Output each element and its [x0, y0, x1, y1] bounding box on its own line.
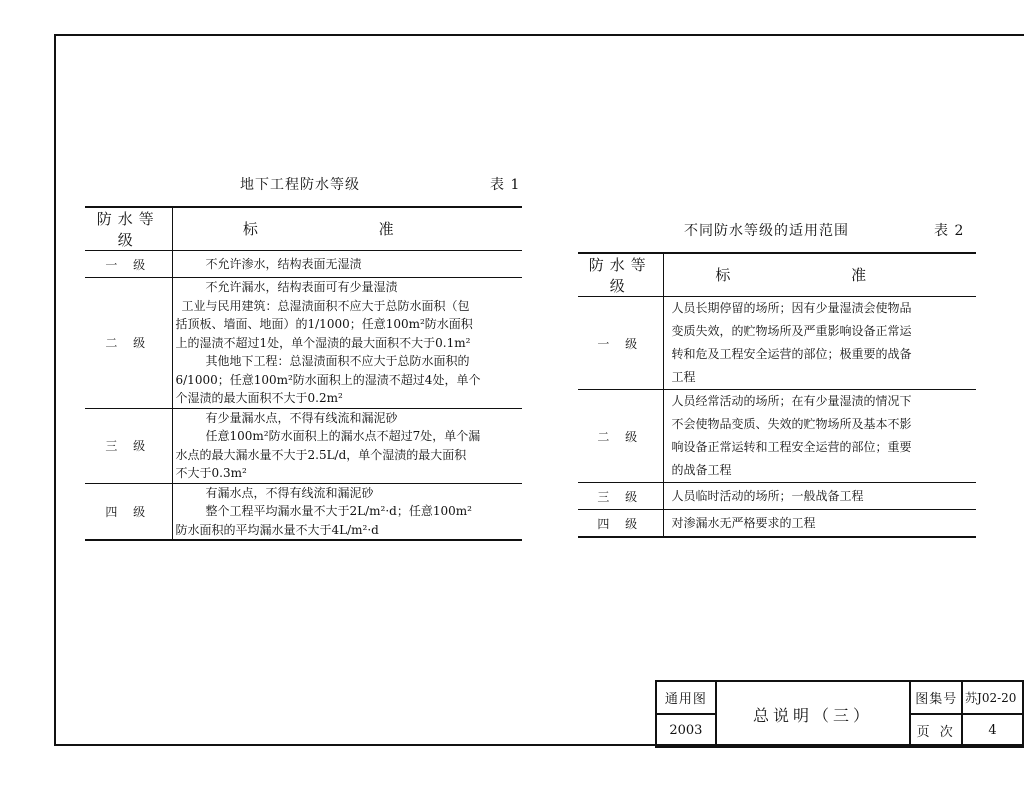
table1 [85, 206, 522, 541]
table2-row [578, 483, 976, 510]
table1-standard: 不允许渗水，结构表面无湿渍 [172, 251, 522, 278]
atlas-number-label: 图集号 [910, 681, 962, 714]
table2-standard: 人员长期停留的场所；因有少量湿渍会使物品 变质失效，的贮物场所及严重影响设备正常运 转和危及工程安全运营的部位；极重要的战备 工程 [663, 297, 976, 390]
table2-title: 不同防水等级的适用范围 [684, 223, 849, 239]
table1-row [85, 483, 522, 540]
table1-row [85, 251, 522, 278]
table1-row [85, 408, 522, 483]
table1-grade: 四 级 [85, 483, 172, 540]
table1-header-grade: 防水等级 [85, 207, 172, 251]
page-label: 页 次 [910, 714, 962, 747]
table1-standard: 有少量漏水点，不得有线流和漏泥砂 任意100m²防水面积上的漏水点不超过7处，单个漏 水点的最大漏水量不大于2.5L/d，单个湿渍的最大面积 不大于0.3m² [172, 408, 522, 483]
table2-standard: 人员临时活动的场所；一般战备工程 [663, 483, 976, 510]
table2-grade: 四 级 [578, 510, 663, 538]
table2-standard: 对渗漏水无严格要求的工程 [663, 510, 976, 538]
title-block [655, 680, 1024, 748]
table1-grade: 二 级 [85, 278, 172, 409]
table2-grade: 一 级 [578, 297, 663, 390]
table1-standard: 不允许漏水，结构表面可有少量湿渍 工业与民用建筑：总湿渍面积不应大于总防水面积（包 括顶板、墙面、地面）的1/1000；任意100m²防水面积 上的湿渍不超过1处，单个湿渍的最大面积不大于0.1m² 其他地下工程：总湿渍面积不应大于总防水面积的 6/1000；任意100m²防水面积上的湿渍不超过4处，单个 个湿渍的最大面积不大于0.2m² [172, 278, 522, 409]
table1-title: 地下工程防水等级 [240, 177, 360, 193]
table2-grade: 二 级 [578, 390, 663, 483]
drawing-title: 总说明（三） [716, 681, 911, 747]
table2-grade: 三 级 [578, 483, 663, 510]
table1-header-standard: 标 准 [172, 207, 522, 251]
table2-header-grade: 防水等级 [578, 253, 663, 297]
table2-number: 表 2 [934, 223, 965, 239]
general-drawing-label: 通用图 [656, 681, 716, 714]
table1-standard: 有漏水点，不得有线流和漏泥砂 整个工程平均漏水量不大于2L/m²·d；任意100m² 防水面积的平均漏水量不大于4L/m²·d [172, 483, 522, 540]
table1-grade: 一 级 [85, 251, 172, 278]
table2-standard: 人员经常活动的场所；在有少量湿渍的情况下 不会使物品变质、失效的贮物场所及基本不影 响设备正常运转和工程安全运营的部位；重要 的战备工程 [663, 390, 976, 483]
table2-header-standard: 标 准 [663, 253, 976, 297]
table2-row [578, 390, 976, 483]
table1-number: 表 1 [490, 177, 521, 193]
table2 [578, 252, 976, 538]
atlas-number: 苏J02-20 [962, 681, 1023, 714]
year: 2003 [656, 714, 716, 747]
table2-row [578, 510, 976, 538]
table1-row [85, 278, 522, 409]
table1-grade: 三 级 [85, 408, 172, 483]
page-number: 4 [962, 714, 1023, 747]
table2-row [578, 297, 976, 390]
